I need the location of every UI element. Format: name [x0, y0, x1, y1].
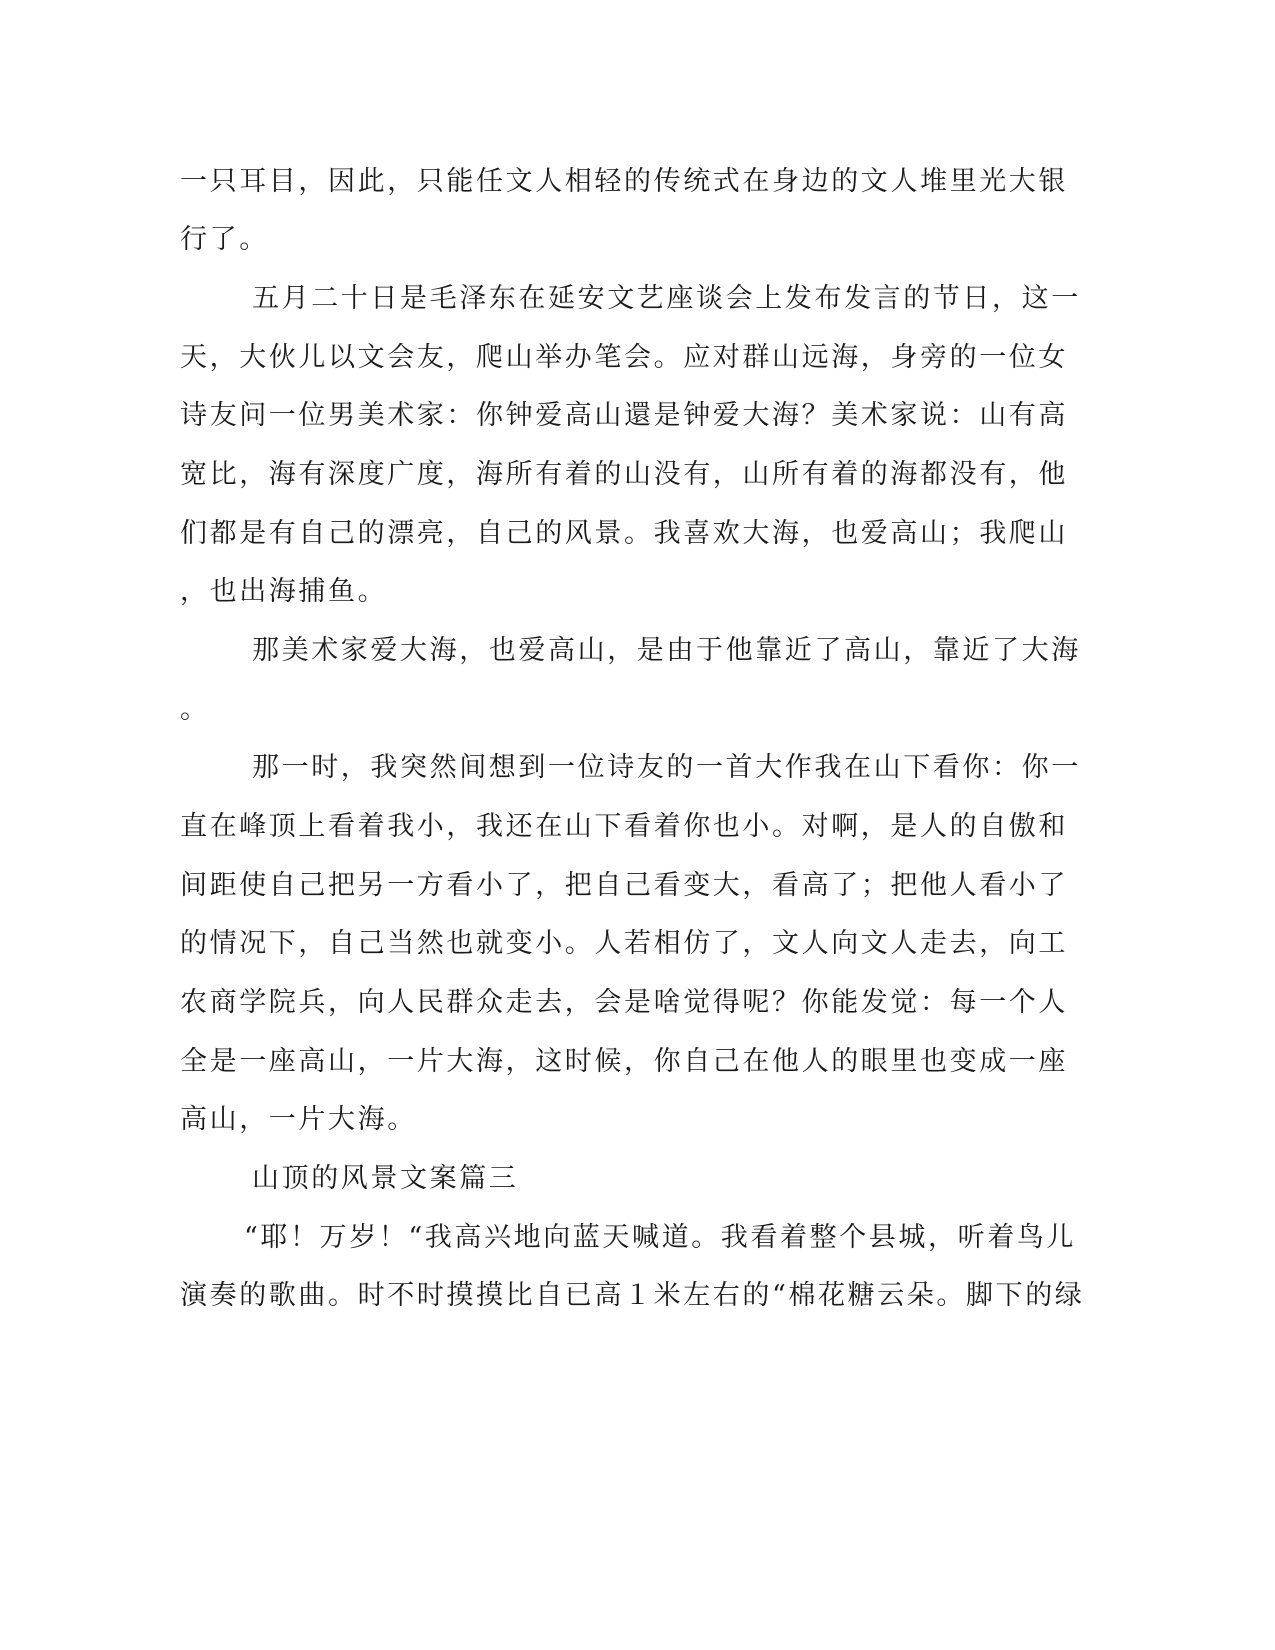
- text-line: ，也出海捕鱼。: [180, 576, 388, 607]
- text-line: 诗友问一位男美术家：你钟爱高山還是钟爱大海？美术家说：山有高: [180, 400, 1068, 431]
- text-line: 间距使自己把另一方看小了，把自己看变大，看高了；把他人看小了: [180, 870, 1068, 901]
- text-line: 高山，一片大海。: [180, 1104, 417, 1135]
- text-line: 直在峰顶上看着我小，我还在山下看着你也小。对啊，是人的自傲和: [180, 811, 1068, 842]
- text-line: 们都是有自己的漂亮，自己的风景。我喜欢大海，也爱高山；我爬山: [180, 518, 1068, 549]
- text-line: 的情况下，自己当然也就变小。人若相仿了，文人向文人走去，向工: [180, 928, 1068, 959]
- text-line: 农商学院兵，向人民群众走去，会是啥觉得呢？你能发觉：每一个人: [180, 987, 1068, 1018]
- section-heading: 山顶的风景文案篇三: [252, 1163, 519, 1194]
- text-line: 那美术家爱大海，也爱高山，是由于他靠近了高山，靠近了大海: [252, 635, 1081, 666]
- text-line: 宽比，海有深度广度，海所有着的山没有，山所有着的海都没有，他: [180, 459, 1068, 490]
- text-line: “耶！万岁！“我高兴地向蓝天喊道。我看着整个县城，听着鸟儿: [244, 1222, 1077, 1253]
- text-line: 五月二十日是毛泽东在延安文艺座谈会上发布发言的节日，这一: [252, 283, 1081, 314]
- text-line: 。: [180, 694, 210, 725]
- text-line: 那一时，我突然间想到一位诗友的一首大作我在山下看你：你一: [252, 752, 1081, 783]
- text-line: 演奏的歌曲。时不时摸摸比自已高１米左右的“棉花糖云朵。脚下的绿: [180, 1280, 1085, 1311]
- text-line: 全是一座高山，一片大海，这时候，你自己在他人的眼里也变成一座: [180, 1046, 1068, 1077]
- text-line: 行了。: [180, 224, 269, 255]
- text-line: 天，大伙儿以文会友，爬山举办笔会。应对群山远海，身旁的一位女: [180, 342, 1068, 373]
- text-line: 一只耳目，因此，只能任文人相轻的传统式在身边的文人堆里光大银: [180, 166, 1068, 197]
